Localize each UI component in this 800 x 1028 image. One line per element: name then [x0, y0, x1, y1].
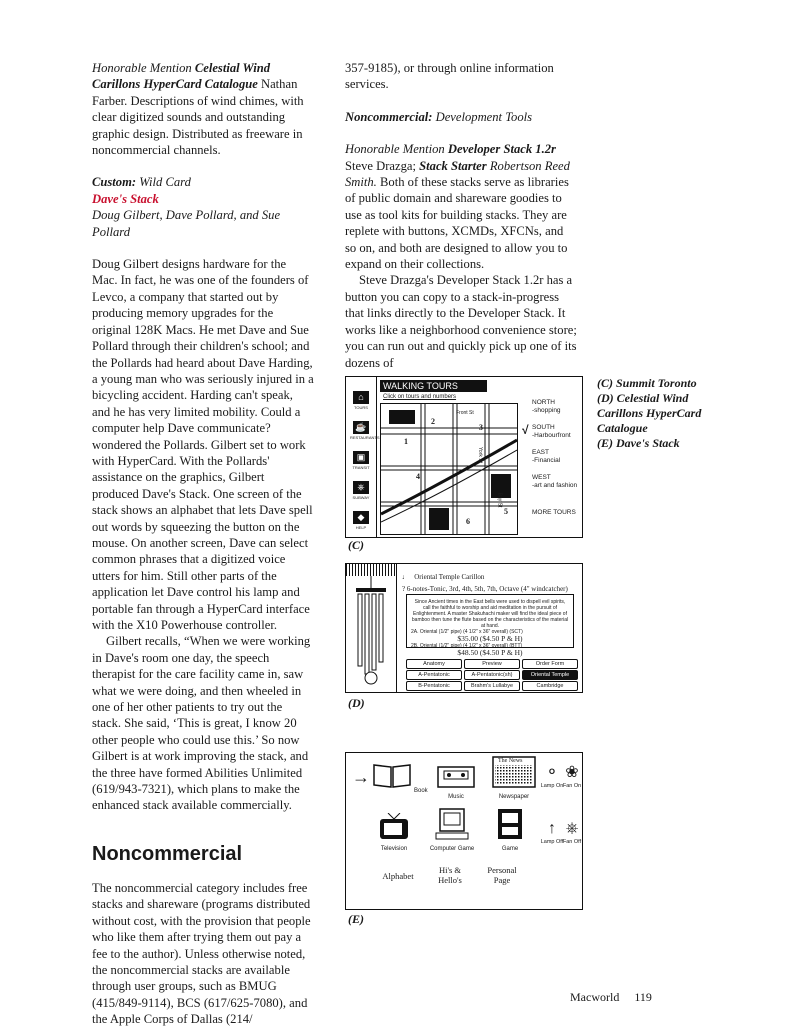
winner-authors: Doug Gilbert, Dave Pollard, and Sue Pollard [92, 208, 281, 239]
button-grid [406, 659, 578, 691]
speaker-icon[interactable]: ♩ [402, 573, 409, 581]
book-icon [372, 761, 412, 789]
fan-on-icon: ❀ [565, 764, 579, 781]
fan-off-icon: ⎈ [565, 820, 579, 837]
honorable-mention-prefix: Honorable Mention [345, 142, 445, 157]
help-icon[interactable]: ? [402, 585, 406, 593]
honorable-mention-entry [92, 60, 314, 158]
entry-author: Robertson Reed Smith. [345, 158, 570, 190]
item-name: Oriental Temple Carillon [414, 573, 485, 581]
window-title: WALKING TOURS [380, 380, 487, 392]
region-north[interactable]: NORTH -shopping [532, 399, 561, 414]
tour-map[interactable] [380, 403, 518, 535]
magazine-name: Macworld [570, 990, 620, 1004]
figure-daves-stack [345, 752, 583, 910]
price: $35.00 ($4.50 P & H) [457, 634, 523, 643]
oriental-temple-button[interactable]: Oriental Temple [522, 670, 578, 680]
transit-icon: ▣ [353, 451, 369, 464]
figure-label: (E) [348, 912, 364, 926]
catalogue-panel [398, 564, 582, 692]
more-tours-button[interactable]: MORE TOURS [532, 509, 576, 516]
caption-c: (C) Summit Toronto [597, 376, 697, 390]
music-button[interactable]: Music [428, 761, 484, 800]
chime-icon [346, 564, 396, 692]
noncommercial-category [345, 109, 577, 125]
tool-transit[interactable]: ▣ TRANSIT [352, 452, 370, 470]
category-label: Noncommercial: [345, 109, 433, 124]
map-marker[interactable]: 6 [466, 517, 470, 526]
price: $48.50 ($4.50 P & H) [457, 648, 523, 657]
brahms-lullabye-button[interactable]: Brahm's Lullabye [464, 681, 520, 691]
lamp-off-button[interactable]: ↑ Lamp Off [538, 819, 566, 845]
item-name-row [402, 572, 578, 583]
map-marker[interactable]: 5 [504, 507, 508, 516]
figure-carillon-catalogue [345, 563, 583, 693]
window-subtitle: Click on tours and numbers [383, 394, 457, 400]
page-footer [570, 990, 664, 1005]
checkmark-icon: √ [522, 423, 529, 437]
item-desc: 6-notes-Tonic, 3rd, 4th, 5th, 7th, Octave (4" windcatcher) [406, 585, 568, 593]
custom-category [92, 174, 314, 190]
fan-on-button[interactable]: ❀ Fan On [558, 763, 583, 789]
category-sub: Wild Card [139, 175, 191, 190]
category-sub: Development Tools [435, 109, 533, 124]
subway-icon: ⎈ [353, 481, 369, 494]
entry-text: Nathan Farber. Descriptions of wind chimes, with clear digitized sounds and outstanding graphic design. Distributed as freeware in noncommercial channels. [92, 77, 304, 158]
alphabet-button[interactable]: Alphabet [382, 871, 414, 881]
tool-subway[interactable]: ⎈ SUBWAY [352, 482, 370, 500]
computer-icon [432, 807, 472, 841]
entry-author: Steve Drazga; [345, 158, 416, 173]
figure-label: (D) [348, 696, 365, 710]
section-heading: Noncommercial [92, 842, 243, 865]
entry-title: Developer Stack 1.2r [447, 142, 556, 157]
region-list [522, 399, 580, 499]
lamp-off-icon: ↑ [548, 820, 556, 837]
game-box-icon [490, 807, 530, 841]
cambridge-button[interactable]: Cambridge [522, 681, 578, 691]
figure-label: (C) [348, 538, 364, 552]
page-number: 119 [634, 990, 652, 1004]
street-label: Bay St [496, 492, 503, 508]
region-south[interactable]: √ SOUTH -Harbourfront [522, 423, 571, 439]
wind-chime-illustration [346, 564, 397, 692]
map-marker[interactable]: 2 [431, 417, 435, 426]
street-label: York St [476, 447, 483, 463]
arrow-icon: → [352, 767, 370, 787]
item-description-box [406, 594, 574, 657]
column-left [92, 60, 314, 1028]
caption-d: (D) Celestial Wind Carillons HyperCard Catalogue [597, 391, 702, 435]
game-button[interactable]: Game [482, 807, 538, 852]
body-paragraph: Gilbert recalls, “When we were working in Dave's room one day, the speech therapist for the care facility came in, saw what we were doing, and then wheeled in one of her other patients to try out the stack. She said, ‘This is great, I know 20 other people who could use this.’ So now Gilbert is at work improving the stack, and the three have formed Abilities Unlimited (619/943-7321), which plans to make the enhanced stack available commercially. [92, 634, 311, 813]
column-right [345, 60, 577, 371]
map-marker[interactable]: 1 [404, 437, 408, 446]
tool-help[interactable]: ◆ HELP [350, 511, 372, 530]
lamp-on-icon: ⚬ [545, 764, 559, 781]
his-hellos-button[interactable]: Hi's & Hello's [438, 865, 462, 885]
figure-captions [597, 376, 717, 451]
newspaper-button[interactable]: The News Newspaper [486, 755, 542, 800]
caption-e: (E) Dave's Stack [597, 436, 680, 450]
entry-title: Stack Starter [419, 158, 487, 173]
help-icon: ◆ [353, 511, 369, 524]
television-button[interactable]: Television [366, 813, 422, 852]
map-marker[interactable]: 3 [479, 423, 483, 432]
a-pentatonic-button[interactable]: A-Pentatonic [406, 670, 462, 680]
preview-button[interactable]: Preview [464, 659, 520, 669]
entry-title: Celestial Wind Carillons HyperCard Catalogue [92, 61, 271, 92]
restaurant-icon: ☕ [353, 421, 369, 434]
lamp-on-button[interactable]: ⚬ Lamp On [538, 763, 566, 789]
book-button[interactable]: Book [372, 761, 428, 794]
cassette-icon [436, 761, 476, 789]
street-label: Front St [456, 410, 474, 416]
a-pentatonic-sh-button[interactable]: A-Pentatonic(sh) [464, 670, 520, 680]
body-paragraph: The noncommercial category includes free stacks and shareware (programs distributed without cost, with the provision that people who like them after trying them out pay a fee to the author). Unless otherwise noted, the noncommercial stacks are available through user groups, such as BMUG (415/849-9114), BCS (617/625-7080), and the Apple Corps of Dallas (214/ [92, 880, 311, 1027]
tours-icon: ⌂ [353, 391, 369, 404]
description-text: Since Ancient times in the East bells were used to dispell evil spirits, call the faithful to worship and aid meditation in the pursuit of Enlightenment. A master Shakuhachi maker will find the ideal piece of bamboo then tune the flute based on the characteristics of the material at hand. [411, 599, 569, 629]
tool-bar [346, 377, 380, 537]
anatomy-button[interactable]: Anatomy [406, 659, 462, 669]
region-east[interactable]: EAST -Financial [532, 449, 561, 464]
figure-walking-tours [345, 376, 583, 538]
fan-off-button[interactable]: ⎈ Fan Off [558, 819, 583, 845]
b-pentatonic-button[interactable]: B-Pentatonic [406, 681, 462, 691]
order-line: 2A. Oriental (1/2" pipe) (4 1/2" x 36" overall) (SCT) [411, 629, 523, 635]
tool-tours[interactable]: ⌂ TOURS [354, 392, 368, 410]
entry-text: Both of these stacks serve as libraries of public domain and shareware goodies to use as tool kits for building stacks. They are replete with buttons, XCMDs, XFCNs, and so on, and both are designed to allow you to expand on their collections. [345, 175, 569, 272]
honorable-mention-prefix: Honorable Mention [92, 61, 192, 75]
map-marker[interactable]: 4 [416, 472, 420, 481]
order-line: 2B. Oriental (1/2" pipe) (4 1/2" x 36" overall) (BTT) [411, 643, 523, 649]
order-form-button[interactable]: Order Form [522, 659, 578, 669]
winner-title: Dave's Stack [92, 191, 159, 206]
body-paragraph: Doug Gilbert designs hardware for the Mac. In fact, he was one of the founders of Levco, a company that started out by producing memory upgrades for the original 128K Macs. He met Dave and Sue Pollard through their children's school; and the Pollards had heard about Dave Harding, a young man who was seriously injured in a bicycling accident. Harding can't speak, and he has very limited mobility. Could a computer help Dave communicate? wondered the Pollards. Gilbert set to work with HyperCard. With the Pollards' assistance on the graphics, Gilbert produced Dave's Stack. One screen of the stack shows an alphabet that lets Dave spell out words by squeezing the button on the mouse. On another screen, Dave can select common phrases that a digitized voice utters for him. Still other parts of the application let Dave control his lamp and portable fan through a HyperCard interface with the X10 Powerhouse controller. [92, 257, 314, 632]
honorable-mention-entry [345, 141, 577, 272]
tool-restaurants[interactable]: ☕ RESTAURANTS [350, 422, 380, 440]
computer-game-button[interactable]: Computer Game [424, 807, 480, 852]
body-paragraph: 357-9185), or through online information services. [345, 61, 554, 92]
category-label: Custom: [92, 175, 137, 190]
newspaper-banner: The News [498, 758, 523, 764]
region-west[interactable]: WEST -art and fashion [532, 474, 578, 489]
television-icon [374, 813, 414, 841]
body-paragraph: Steve Drazga's Developer Stack 1.2r has a button you can copy to a stack-in-progress that links directly to the Developer Stack. It works like a neighborhood convenience store; you can run out and quickly pick up one of its dozens of [345, 273, 577, 370]
personal-page-button[interactable]: Personal Page [487, 865, 517, 885]
